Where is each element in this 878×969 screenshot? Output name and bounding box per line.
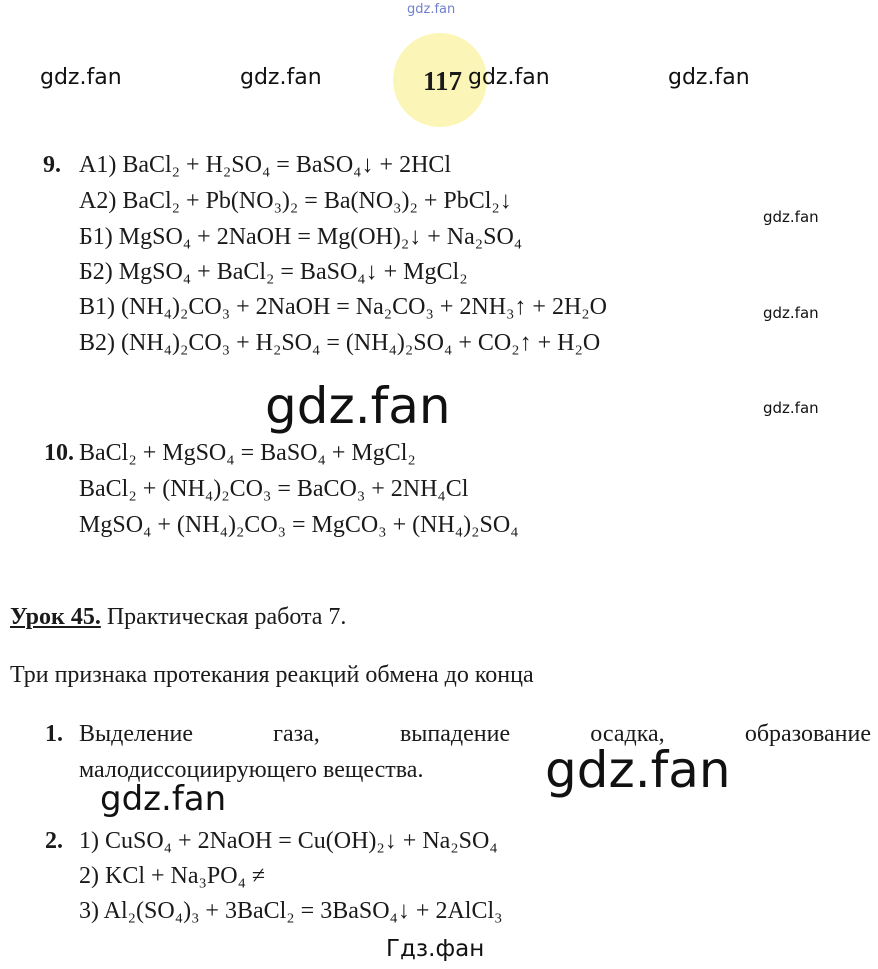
watermark-top: gdz.fan [407,2,456,17]
task-9-line-v1: В1) (NH₄)₂CO₃ + 2NaOH = Na₂CO₃ + 2NH₃↑ + 2H₂O [79,294,607,320]
lesson-title: Практическая работа 7. [106,604,347,630]
page-number: 117 [423,66,463,96]
item-1-line-2: малодиссоциирующего вещества. [79,757,424,783]
task-10-line-2: BaCl₂ + (NH₄)₂CO₃ = BaCO₃ + 2NH₄Cl [79,476,469,502]
lesson-heading [10,604,346,631]
item-1-word: осадка, [590,721,665,747]
item-2-line-1: 1) CuSO₄ + 2NaOH = Cu(OH)₂↓ + Na₂SO₄ [79,828,498,854]
task-10-line-1: BaCl₂ + MgSO₄ = BaSO₄ + MgCl₂ [79,440,416,466]
watermark-header-3: gdz.fan [468,65,550,90]
watermark-header-1: gdz.fan [40,65,122,90]
watermark-bottom: Гдз.фан [386,936,485,962]
watermark-header-2: gdz.fan [240,65,322,90]
task-10-line-3: MgSO₄ + (NH₄)₂CO₃ = MgCO₃ + (NH₄)₂SO₄ [79,512,519,538]
item-1-word: газа, [273,721,320,747]
task-9-line-a1: А1) BaCl₂ + H₂SO₄ = BaSO₄↓ + 2HCl [79,152,452,178]
task-10-number: 10. [44,440,74,466]
lesson-label: Урок 45. [10,604,101,630]
task-9-line-a2: А2) BaCl₂ + Pb(NO₃)₂ = Ba(NO₃)₂ + PbCl₂↓ [79,188,512,214]
watermark-mid-left: gdz.fan [100,779,227,819]
watermark-large-2: gdz.fan [545,741,731,799]
watermark-right-2: gdz.fan [763,304,819,322]
watermark-large-1: gdz.fan [265,377,451,435]
task-9-line-b2: Б2) MgSO₄ + BaCl₂ = BaSO₄↓ + MgCl₂ [79,259,468,285]
watermark-right-1: gdz.fan [763,208,819,226]
watermark-right-3: gdz.fan [763,399,819,417]
item-2-line-2: 2) KCl + Na₃PO₄ ≠ [79,863,266,889]
item-1-word: образование [744,721,872,747]
item-1-number: 1. [45,721,63,747]
item-1-line-1 [79,721,871,748]
task-9-number: 9. [43,152,61,178]
task-9-line-v2: В2) (NH₄)₂CO₃ + H₂SO₄ = (NH₄)₂SO₄ + CO₂↑ + H₂O [79,330,601,356]
item-1-word: Выделение [79,721,193,747]
watermark-header-4: gdz.fan [668,65,750,90]
item-2-number: 2. [45,828,63,854]
item-2-line-3: 3) Al₂(SO₄)₃ + 3BaCl₂ = 3BaSO₄↓ + 2AlCl₃ [79,898,503,924]
intro-text: Три признака протекания реакций обмена до конца [10,662,534,688]
task-9-line-b1: Б1) MgSO₄ + 2NaOH = Mg(OH)₂↓ + Na₂SO₄ [79,224,523,250]
item-1-word: выпадение [399,721,511,747]
